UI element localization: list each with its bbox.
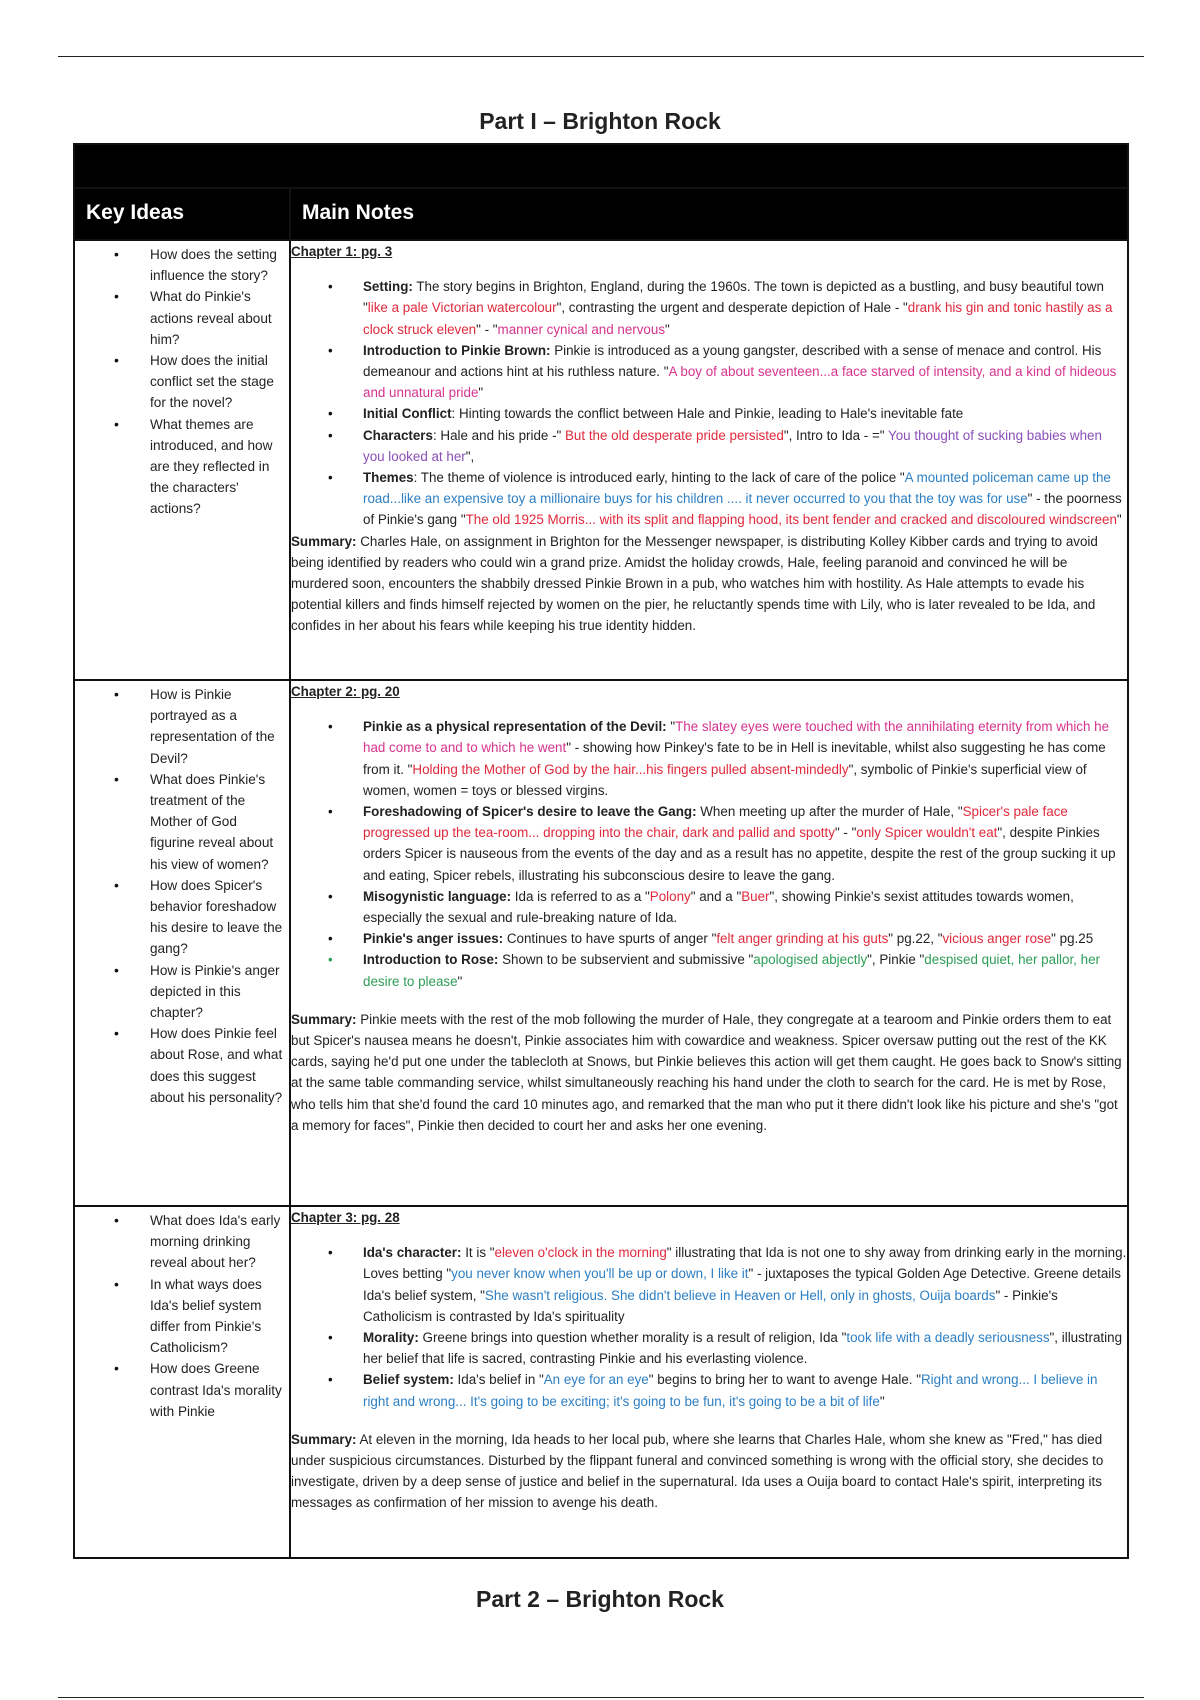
chapter-summary: Summary: Pinkie meets with the rest of the mob following the murder of Hale, they congregate at a tearoom and Pinkie orders them to eat but Spicer's nausea means he doesn't, Pinkie associates him with cowardice and weakness. Spicer oversaw putting out the rest of the KK cards, saying he'd put one under the tablecloth at Snows, but Pinkie believes this action will get them caught. He goes back to Snow's sitting at the same table commanding service, whilst simultaneously reaching his hand under the cloth to search for the card. He is met by Rose, who tells him that she'd found the card 10 minutes ago, and remarked that the man who put it there didn't look like his picture and she's "got a memory for faces", Pinkie then decided to court her and asks her one evening. [291,1011,1122,1133]
notes-list [291,716,1127,992]
chapter-summary: Summary: Charles Hale, on assignment in Brighton for the Messenger newspaper, is distributing Kolley Kibber cards and trying to avoid being identified by readers who could win a grand prize. Amidst the holiday crowds, Hale, feeling paranoid and convinced he will be murdered soon, encounters the shabbily dressed Pinkie Brown in a pub, who watches him with hostility. As Hale attempts to evade his potential killers and finds himself rejected by women on the pier, he reluctantly spends time with Lily, who is later revealed to be Ida, and confides in her about his fears while keeping his true identity hidden. [291,533,1098,634]
key-idea: • How is Pinkie portrayed as a representation of the Devil? [116,684,285,769]
note-item: • Misogynistic language: Ida is referred to as a "Polony" and a "Buer", showing Pinkie's sexist attitudes towards women, especially the sexual and rule-breaking nature of Ida. [363,886,1127,928]
key-idea: • How does the setting influence the story? [116,244,285,286]
key-idea: • How does the initial conflict set the stage for the novel? [116,350,285,414]
key-idea: • How does Spicer's behavior foreshadow his desire to leave the gang? [116,875,285,960]
notes-list [291,276,1127,530]
note-item: • Initial Conflict: Hinting towards the conflict between Hale and Pinkie, leading to Hale's inevitable fate [363,403,1127,424]
page-title-part-2: Part 2 – Brighton Rock [476,1586,724,1612]
key-ideas-cell [74,680,290,1206]
main-notes-cell [290,680,1128,1206]
key-ideas-list [75,241,289,520]
key-ideas-cell [74,1206,290,1558]
note-item: • Foreshadowing of Spicer's desire to leave the Gang: When meeting up after the murder of Hale, "Spicer's pale face progressed up the tea-room... dropping into the chair, dark and pallid and spotty" - "only Spicer wouldn't eat", despite Pinkies orders Spicer is nauseous from the events of the day and as a result has no appetite, despite the rest of the group sucking it up and eating, Spicer rebels, illustrating his subconscious desire to leave the gang. [363,801,1127,886]
note-item: • Morality: Greene brings into question whether morality is a result of religion, Ida "took life with a deadly seriousness", illustrating her belief that life is sacred, contrasting Pinkie and his everlasting violence. [363,1327,1127,1369]
chapter-heading: Chapter 3: pg. 28 [291,1210,400,1225]
main-notes-cell [290,240,1128,680]
key-idea: • What do Pinkie's actions reveal about him? [116,286,285,350]
key-ideas-list [75,681,289,1108]
notes-list [291,1242,1127,1412]
key-idea: • How is Pinkie's anger depicted in this chapter? [116,960,285,1024]
note-item: • Pinkie as a physical representation of the Devil: "The slatey eyes were touched with the annihilating eternity from which he had come to and to which he went" - showing how Pinkey's fate to be in Hell is inevitable, whilst also suggesting he has come from it. "Holding the Mother of God by the hair...his fingers pulled absent-mindedly", symbolic of Pinkie's superficial view of women, women = toys or blessed virgins. [363,716,1127,801]
bottom-rule [58,1697,1144,1698]
table-row [74,680,1128,1206]
table-row [74,240,1128,680]
table-row [74,1206,1128,1558]
notes-table [73,143,1129,1559]
page-title-part-1: Part I – Brighton Rock [479,108,721,134]
key-idea: • What does Ida's early morning drinking reveal about her? [116,1210,285,1274]
note-item: • Introduction to Pinkie Brown: Pinkie is introduced as a young gangster, described with a sense of menace and control. His demeanour and actions hint at his ruthless nature. "A boy of about seventeen...a face starved of intensity, and a kind of hideous and unnatural pride" [363,340,1127,404]
header-main-notes: Main Notes [290,188,1128,240]
note-item: • Characters: Hale and his pride -" But the old desperate pride persisted", Intro to Ida - =" You thought of sucking babies when you looked at her", [363,425,1127,467]
chapter-summary: Summary: At eleven in the morning, Ida heads to her local pub, where she learns that Charles Hale, whom she knew as "Fred," has died under suspicious circumstances. Disturbed by the flippant funeral and convinced something is wrong with the official story, she decides to investigate, driven by a deep sense of justice and belief in the supernatural. Ida uses a Ouija board to contact Hale's spirit, interpreting its messages as confirmation of her mission to avenge his death. [291,1431,1104,1511]
header-row [74,188,1128,240]
main-notes-cell [290,1206,1128,1558]
key-idea: • What does Pinkie's treatment of the Mother of God figurine reveal about his view of women? [116,769,285,875]
note-item: • Themes: The theme of violence is introduced early, hinting to the lack of care of the police "A mounted policeman came up the road...like an expensive toy a millionaire buys for his children .... it never occurred to you that the toy was for use" - the poorness of Pinkie's gang "The old 1925 Morris... with its split and flapping hood, its bent fender and cracked and discoloured windscreen" [363,467,1127,531]
header-band [74,144,1128,188]
note-item: • Introduction to Rose: Shown to be subservient and submissive "apologised abjectly", Pinkie "despised quiet, her pallor, her desire to please" [363,949,1127,991]
note-item: • Belief system: Ida's belief in "An eye for an eye" begins to bring her to want to avenge Hale. "Right and wrong... I believe in right and wrong... It's going to be exciting; it's going to be fun, it's going to be a bit of life" [363,1369,1127,1411]
key-ideas-list [75,1207,289,1422]
key-idea: • How does Greene contrast Ida's morality with Pinkie [116,1358,285,1422]
note-item: • Ida's character: It is "eleven o'clock in the morning" illustrating that Ida is not one to shy away from drinking early in the morning. Loves betting "you never know when you'll be up or down, I like it" - juxtaposes the typical Golden Age Detective. Greene details Ida's belief system, "She wasn't religious. She didn't believe in Heaven or Hell, only in ghosts, Ouija boards" - Pinkie's Catholicism is contrasted by Ida's spirituality [363,1242,1127,1327]
header-key-ideas: Key Ideas [74,188,290,240]
chapter-heading: Chapter 2: pg. 20 [291,684,400,699]
note-item: • Pinkie's anger issues: Continues to have spurts of anger "felt anger grinding at his guts" pg.22, "vicious anger rose" pg.25 [363,928,1127,949]
chapter-heading: Chapter 1: pg. 3 [291,244,393,259]
key-idea: • How does Pinkie feel about Rose, and what does this suggest about his personality? [116,1023,285,1108]
key-idea: • In what ways does Ida's belief system differ from Pinkie's Catholicism? [116,1274,285,1359]
key-idea: • What themes are introduced, and how are they reflected in the characters' actions? [116,414,285,520]
note-item: • Setting: The story begins in Brighton, England, during the 1960s. The town is depicted as a bustling, and busy beautiful town "like a pale Victorian watercolour", contrasting the urgent and desperate depiction of Hale - "drank his gin and tonic hastily as a clock struck eleven" - "manner cynical and nervous" [363,276,1127,340]
key-ideas-cell [74,240,290,680]
top-rule [58,56,1144,57]
